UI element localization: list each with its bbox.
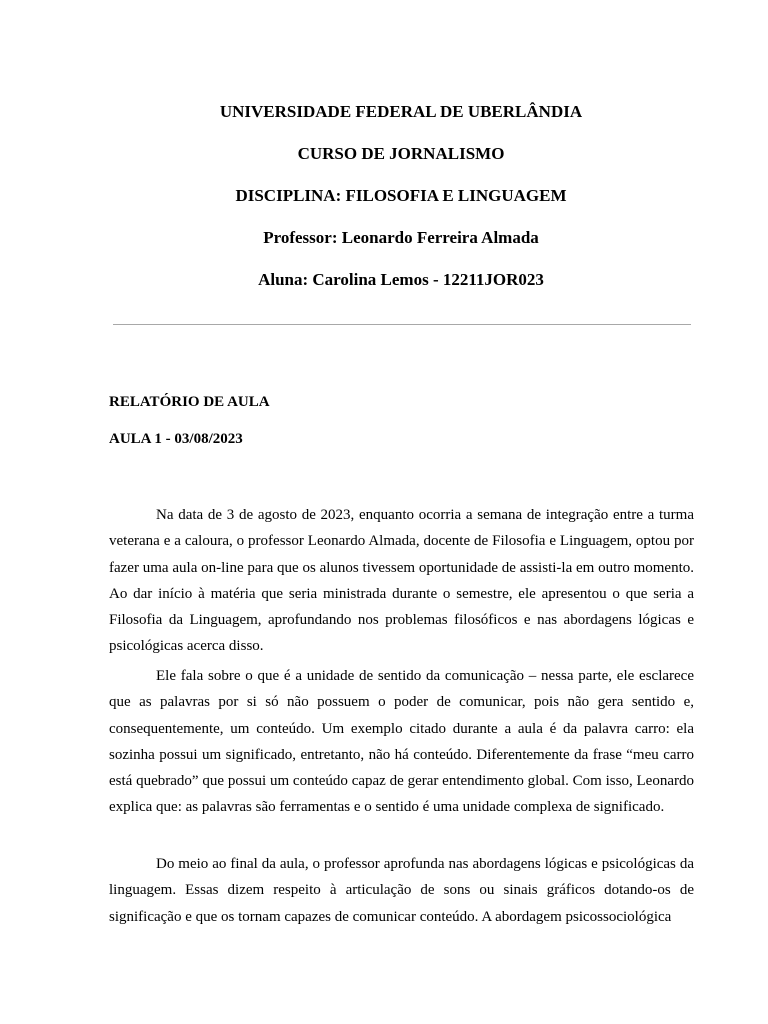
paragraph: Ele fala sobre o que é a unidade de sentido da comunicação – nessa parte, ele esclarece que as palavras por si só não possuem o poder de comunicar, pois não gera sentido e, consequentemente, um conteúdo. Um exemplo citado durante a aula é da palavra carro: ela sozinha possui um significado, entretanto, não há conteúdo. Diferentemente da frase “meu carro está quebrado” que possui um conteúdo capaz de gerar entendimento global. Com isso, Leonardo explica que: as palavras são ferramentas e o sentido é uma unidade complexa de significado. bbox=[109, 668, 694, 816]
discipline-name: DISCIPLINA: FILOSOFIA E LINGUAGEM bbox=[235, 186, 567, 205]
header-divider bbox=[113, 324, 691, 325]
professor-name: Professor: Leonardo Ferreira Almada bbox=[263, 228, 539, 247]
course-name: CURSO DE JORNALISMO bbox=[297, 144, 505, 163]
lesson-title: AULA 1 - 03/08/2023 bbox=[109, 431, 243, 447]
university-name: UNIVERSIDADE FEDERAL DE UBERLÂNDIA bbox=[219, 102, 583, 121]
paragraph: Na data de 3 de agosto de 2023, enquanto ocorria a semana de integração entre a turma veterana e a caloura, o professor Leonardo Almada, docente de Filosofia e Linguagem, optou por fazer uma aula on-line para que os alunos tivessem oportunidade de assisti-la em outro momento. Ao dar início à matéria que seria ministrada durante o semestre, ele apresentou o que seria a Filosofia da Linguagem, aprofundando nos problemas filosóficos e nas abordagens lógicas e psicológicas acerca disso. bbox=[109, 507, 694, 655]
paragraph: Do meio ao final da aula, o professor aprofunda nas abordagens lógicas e psicológicas da linguagem. Essas dizem respeito à articulação de sons ou sinais gráficos dotando-os de significação e que os tornam capazes de comunicar conteúdo. A abordagem psicossociológica bbox=[109, 856, 694, 925]
student-name: Aluna: Carolina Lemos - 12211JOR023 bbox=[258, 270, 544, 289]
report-title: RELATÓRIO DE AULA bbox=[109, 394, 270, 410]
